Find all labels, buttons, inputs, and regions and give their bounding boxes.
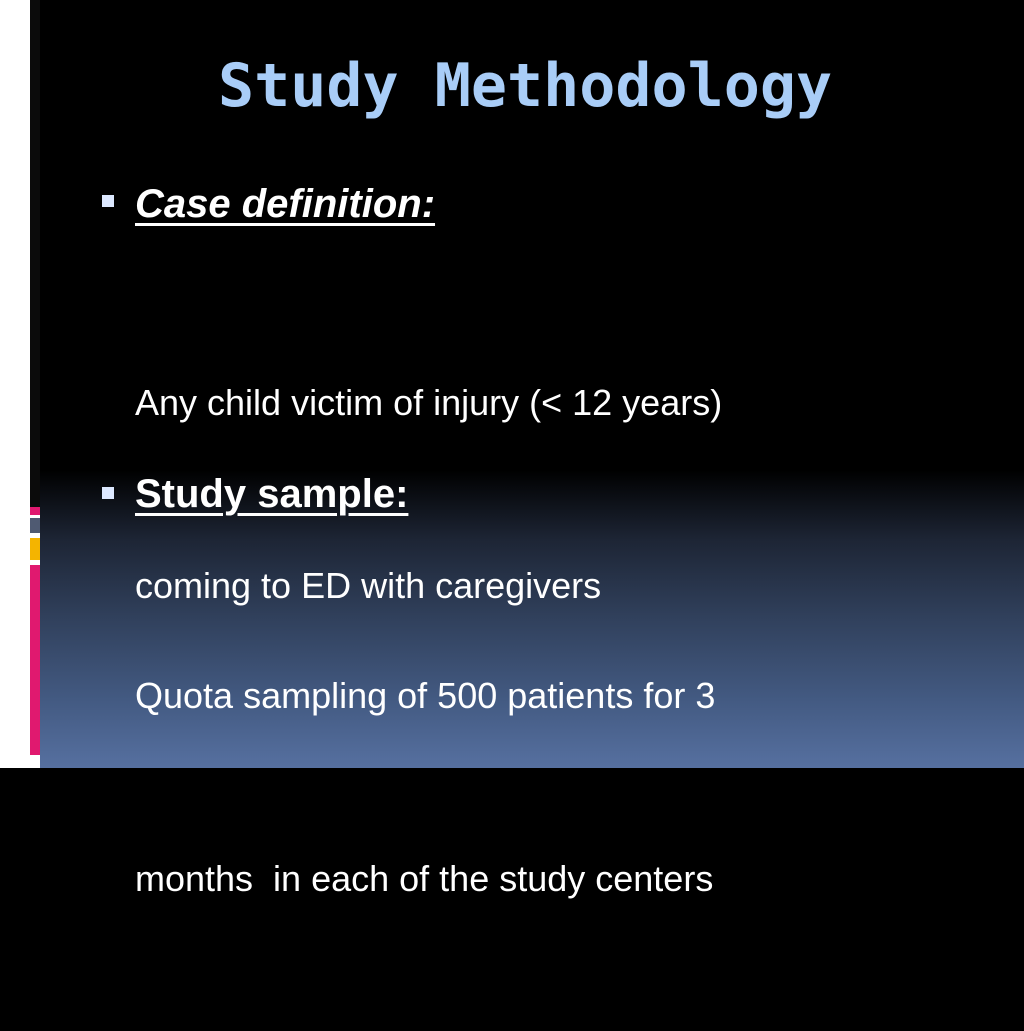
section-body-study-sample bbox=[135, 543, 935, 1031]
bullet-square-icon bbox=[102, 487, 114, 499]
section-heading-study-sample: Study sample: bbox=[135, 472, 409, 516]
left-yellow-accent bbox=[30, 538, 40, 560]
left-pink-accent bbox=[30, 565, 40, 755]
left-gray-accent bbox=[30, 518, 40, 533]
slide-title: Study Methodology bbox=[218, 51, 833, 121]
body-line: Any child victim of injury (< 12 years) bbox=[135, 382, 723, 423]
body-line: Quota sampling of 500 patients for 3 bbox=[135, 675, 716, 716]
bullet-square-icon bbox=[102, 195, 114, 207]
section-heading-case-definition: Case definition: bbox=[135, 182, 436, 226]
left-dark-bar bbox=[30, 0, 40, 507]
body-line: coming to ED with caregivers bbox=[135, 565, 602, 606]
left-pink-accent-small bbox=[30, 507, 40, 515]
body-line: months in each of the study centers bbox=[135, 858, 714, 899]
